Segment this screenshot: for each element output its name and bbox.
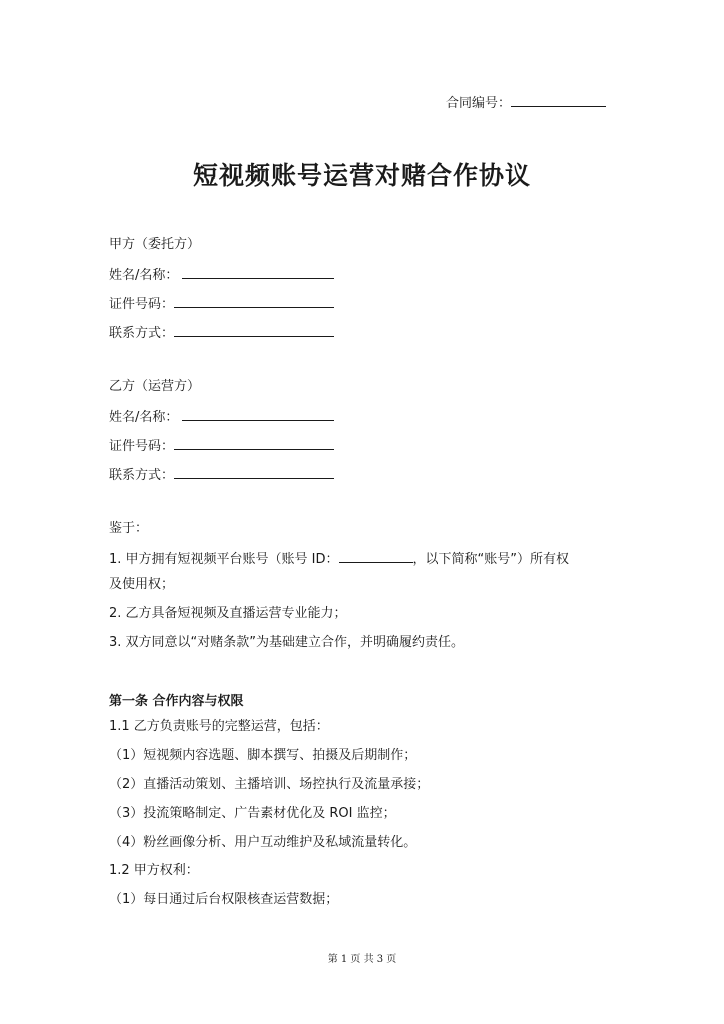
party-a-name-blank: [182, 264, 334, 279]
document-title: 短视频账号运营对赌合作协议: [192, 161, 531, 190]
clause-1-2: 1.2 甲方权利：: [109, 863, 199, 878]
account-id-blank: [339, 548, 413, 563]
whereas-item-1-part1: 1. 甲方拥有短视频平台账号（账号 ID：: [109, 552, 339, 567]
party-a-contact-label: 联系方式：: [109, 326, 175, 341]
party-a-name-label: 姓名/名称：: [109, 268, 179, 283]
contract-number-blank: [511, 92, 606, 107]
clause-1-1-item: （2）直播活动策划、主播培训、场控执行及流量承接；: [109, 777, 430, 792]
party-b-name: [109, 406, 334, 427]
party-a-id-blank: [174, 293, 334, 308]
contract-number: [446, 92, 606, 113]
party-b-name-label: 姓名/名称：: [109, 410, 179, 425]
party-b-contact-label: 联系方式：: [109, 468, 175, 483]
clause-1-2-item: （1）每日通过后台权限核查运营数据；: [109, 892, 339, 907]
whereas-item-1-cont: 及使用权；: [109, 577, 175, 592]
contract-number-label: 合同编号：: [446, 96, 512, 111]
party-b-id-label: 证件号码：: [109, 439, 175, 454]
clause-1-1-item: （4）粉丝画像分析、用户互动维护及私域流量转化。: [109, 835, 417, 850]
article-1-heading: 第一条 合作内容与权限: [109, 694, 244, 709]
whereas-item-3: 3. 双方同意以“对赌条款”为基础建立合作，并明确履约责任。: [109, 635, 465, 650]
party-b-contact-blank: [174, 464, 334, 479]
whereas-item-1-part2: ，以下简称“账号”）所有权: [412, 552, 569, 567]
party-b-id: [109, 435, 334, 456]
clause-1-1-item: （1）短视频内容选题、脚本撰写、拍摄及后期制作；: [109, 748, 417, 763]
party-a-contact-blank: [174, 322, 334, 337]
party-a-id: [109, 293, 334, 314]
party-b-contact: [109, 464, 334, 485]
whereas-label: 鉴于：: [109, 521, 149, 536]
party-b-header: 乙方（运营方）: [109, 379, 201, 394]
party-a-contact: [109, 322, 334, 343]
party-a-id-label: 证件号码：: [109, 297, 175, 312]
party-b-id-blank: [174, 435, 334, 450]
clause-1-1: 1.1 乙方负责账号的完整运营，包括：: [109, 719, 329, 734]
party-b-name-blank: [182, 406, 334, 421]
clause-1-1-item: （3）投流策略制定、广告素材优化及 ROI 监控；: [109, 806, 396, 821]
party-a-name: [109, 264, 334, 285]
page-footer: 第 1 页 共 3 页: [327, 954, 397, 965]
party-a-header: 甲方（委托方）: [109, 237, 201, 252]
whereas-item-1: [109, 548, 569, 569]
whereas-item-2: 2. 乙方具备短视频及直播运营专业能力；: [109, 606, 347, 621]
